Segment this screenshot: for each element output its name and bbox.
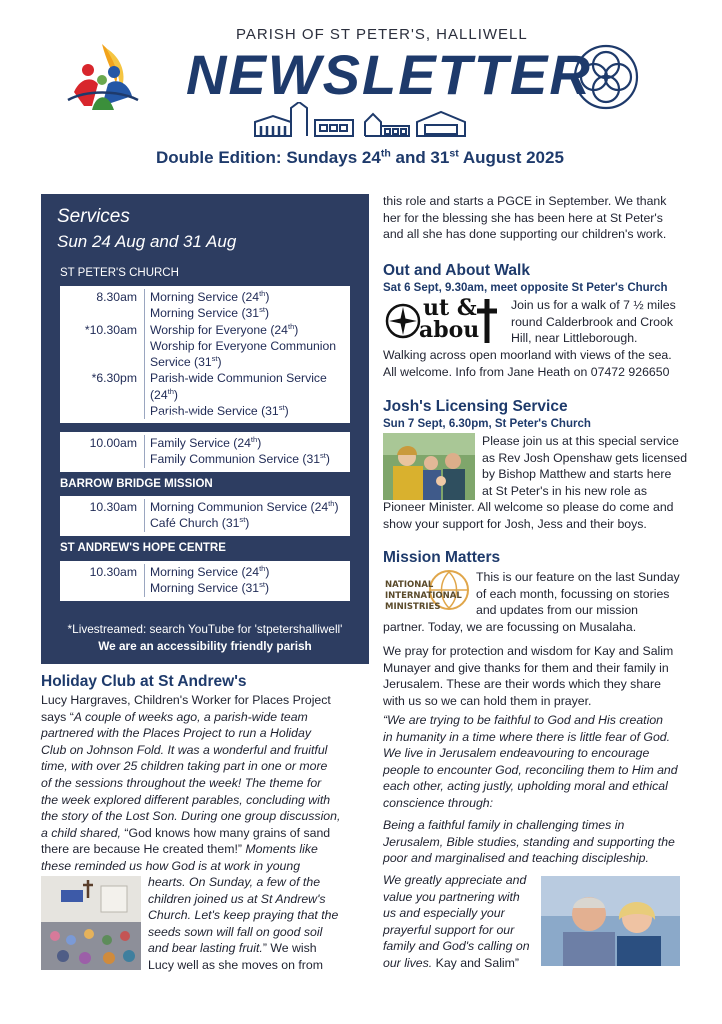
service-times-table: [60, 496, 350, 536]
text-line: time, with over 25 children taking part in one or more: [41, 759, 328, 774]
text-line: each other, acting justly, upholding moral and ethical: [383, 779, 668, 794]
text-line: says “A couple of weeks ago, a parish-wide team: [41, 709, 308, 724]
livestream-note: *Livestreamed: search YouTube for 'stpetershalliwell': [67, 622, 343, 636]
text-line: This is our feature on the last Sunday: [476, 570, 680, 584]
text-line: Jerusalem, Bible studies, standing and supporting the: [383, 834, 675, 849]
mission-text-2: [383, 643, 693, 709]
text-line: show your support for Josh, Jess and their boys.: [383, 516, 647, 531]
text-line: We greatly appreciate and: [383, 873, 527, 887]
text-line: prayerful support for our: [383, 922, 515, 937]
text-line: We live in Jerusalem endeavouring to encourage: [383, 746, 650, 761]
newsletter-header: [0, 0, 722, 175]
text-line: “We are trying to be faithful to God and His creation: [383, 713, 664, 727]
text-line: We pray for protection and wisdom for Kay and Salim: [383, 644, 674, 658]
service-name: Parish-wide Communion Service (24th): [150, 371, 327, 402]
text-line: Pioneer Minister. All welcome so please do come and: [383, 500, 674, 514]
service-times-table: [60, 432, 350, 472]
parish-logo-icon: [62, 40, 142, 112]
edition-title: Double Edition: Sundays 24th and 31st August 2025: [156, 147, 564, 167]
text-line: children joined us at St Andrew's: [148, 891, 326, 906]
text-line: us and especially your: [383, 906, 505, 921]
text-line: this role and starts a PGCE in September. We thank: [383, 194, 667, 208]
interlocking-circles-logo-icon: [572, 43, 640, 111]
text-line: by Bishop Matthew and starts here: [482, 467, 672, 482]
text-line: and updates from our mission: [476, 603, 638, 618]
text-line: the story of the Lost Son. During one group discussion,: [41, 809, 341, 824]
holiday-club-photo: [41, 876, 141, 970]
text-line: our lives. Kay and Salim”: [383, 955, 520, 970]
text-line: Being a faithful family in challenging times in: [383, 818, 625, 832]
text-line: these reminded us how God is at work in young: [41, 858, 301, 873]
service-name: Morning Service (31st): [150, 580, 269, 596]
text-line: as Rev Josh Openshaw gets licensed: [482, 450, 688, 465]
service-description: [145, 435, 350, 468]
holiday-club-text-wrap: [148, 874, 370, 974]
out-and-about-logo: [383, 297, 503, 345]
text-line: round Calderbrook and Crook: [511, 314, 674, 329]
holiday-club-continued: [383, 193, 683, 243]
nim-logo-line3: MINISTRIES: [385, 602, 441, 612]
mission-closing: [383, 872, 543, 972]
service-name: Family Service (24th): [150, 434, 262, 450]
text-line: conscience through:: [383, 795, 494, 810]
service-description: [145, 499, 350, 532]
text-line: partnered with the Places Project to run a Holiday: [41, 726, 311, 741]
text-line: family and God's calling on: [383, 939, 530, 954]
service-location-heading: ST ANDREW'S HOPE CENTRE: [60, 542, 226, 554]
service-row: [60, 322, 350, 371]
text-line: in humanity in a time where there is little fear of God.: [383, 729, 671, 744]
text-line: there are because He created them!” Moments like: [41, 842, 318, 857]
mission-heading: Mission Matters: [383, 549, 501, 566]
service-time: 8.30am: [60, 289, 145, 322]
out-logo-text: ut &: [423, 297, 477, 321]
text-line: poor and marginalised and teaching discipleship.: [383, 851, 649, 866]
service-name: Morning Service (24th): [150, 288, 270, 304]
text-line: people to encounter God, reconciling them to Him and: [383, 762, 678, 777]
service-time: 10.00am: [60, 435, 145, 468]
text-line: at St Peter's in his new role as: [482, 483, 648, 498]
holiday-club-text: [41, 692, 371, 875]
service-name: Café Church (31st): [150, 515, 250, 531]
services-title: Services: [57, 206, 130, 227]
josh-family-photo: [383, 433, 475, 500]
nim-logo-line2: INTERNATIONAL: [385, 591, 462, 601]
text-line: of each month, focussing on stories: [476, 586, 670, 601]
kay-and-salim-photo: [541, 876, 680, 966]
walk-text-wrap: [511, 297, 691, 347]
service-row: [60, 499, 350, 532]
text-line: her for the blessing she has been here at St Peter's: [383, 210, 663, 225]
mission-text-wrap: [476, 569, 691, 619]
about-logo-text: abou: [419, 317, 480, 343]
mission-text-1: [383, 619, 693, 636]
service-time: 10.30am: [60, 499, 145, 532]
nim-logo: [383, 568, 471, 616]
text-line: Munayer and give thanks for them and their family in: [383, 660, 669, 675]
service-name: Service (31st): [150, 354, 222, 370]
service-times-table: [60, 286, 350, 423]
walk-heading: Out and About Walk: [383, 262, 530, 279]
text-line: and bear lasting fruit.” We wish: [148, 941, 317, 956]
service-location-heading: BARROW BRIDGE MISSION: [60, 478, 213, 490]
text-line: the week explored different parables, concluding with: [41, 792, 331, 807]
text-line: Please join us at this special service: [482, 434, 679, 448]
text-line: hearts. On Sunday, a few of the: [148, 875, 321, 889]
services-panel: [41, 194, 369, 664]
service-name: Parish-wide Service (31st): [150, 403, 289, 419]
text-line: All welcome. Info from Jane Heath on 07472 926650: [383, 364, 670, 379]
service-location-heading: SMITHILLS FELLOWSHIP: [60, 413, 200, 425]
service-name: Morning Communion Service (24th): [150, 498, 339, 514]
service-name: Morning Service (31st): [150, 305, 269, 321]
text-line: partner. Today, we are focussing on Musalaha.: [383, 620, 637, 634]
text-line: and all she has done supporting our children's work.: [383, 227, 667, 242]
text-line: Lucy well as she moves on from: [148, 957, 323, 972]
service-name: Worship for Everyone (24th): [150, 321, 299, 337]
service-row: [60, 289, 350, 322]
text-line: Church. Let's keep praying that the: [148, 908, 339, 923]
service-description: [145, 322, 350, 371]
licensing-subheading: Sun 7 Sept, 6.30pm, St Peter's Church: [383, 418, 591, 430]
service-description: [145, 289, 350, 322]
service-time: *6.30pm: [60, 370, 145, 419]
service-name: Worship for Everyone Communion: [150, 338, 337, 353]
service-time: *10.30am: [60, 322, 145, 371]
holiday-club-heading: Holiday Club at St Andrew's: [41, 673, 247, 690]
nim-logo-line1: NATIONAL: [385, 580, 434, 590]
mission-quote: [383, 712, 698, 812]
licensing-text-wrap: [482, 433, 692, 499]
service-times-table: [60, 561, 350, 601]
text-line: Join us for a walk of 7 ½ miles: [511, 298, 676, 312]
service-row: [60, 435, 350, 468]
text-line: of the sessions throughout the week! The theme for: [41, 775, 322, 790]
text-line: Lucy Hargraves, Children's Worker for Places Project: [41, 693, 331, 707]
services-dates: Sun 24 Aug and 31 Aug: [57, 232, 237, 251]
text-line: Jerusalem. These are their words which they share: [383, 677, 661, 692]
text-line: Walking across open moorland with views of the sea.: [383, 348, 672, 362]
masthead-title: NEWSLETTER: [186, 43, 592, 106]
service-description: [145, 564, 350, 597]
walk-text: [383, 347, 693, 380]
text-line: Club on Johnson Fold. It was a wonderful and fruitful: [41, 742, 328, 757]
service-name: Family Communion Service (31st): [150, 451, 330, 467]
text-line: a child shared, “God knows how many grains of sand: [41, 825, 331, 840]
parish-name: PARISH OF ST PETER'S, HALLIWELL: [236, 26, 528, 43]
mission-quote-2: [383, 817, 698, 867]
service-name: Morning Service (24th): [150, 563, 270, 579]
church-buildings-icon: [253, 102, 468, 138]
service-row: [60, 564, 350, 597]
text-line: Hill, near Littleborough.: [511, 331, 638, 346]
text-line: with us so we can hold them in prayer.: [383, 693, 592, 708]
licensing-heading: Josh's Licensing Service: [383, 398, 568, 415]
text-line: seeds sown will fall on good soil: [148, 924, 323, 939]
accessibility-note: We are an accessibility friendly parish: [98, 639, 312, 653]
walk-subheading: Sat 6 Sept, 9.30am, meet opposite St Peter's Church: [383, 282, 668, 294]
licensing-text: [383, 499, 693, 532]
service-time: 10.30am: [60, 564, 145, 597]
text-line: value you partnering with: [383, 889, 520, 904]
service-location-heading: ST PETER'S CHURCH: [60, 267, 179, 279]
